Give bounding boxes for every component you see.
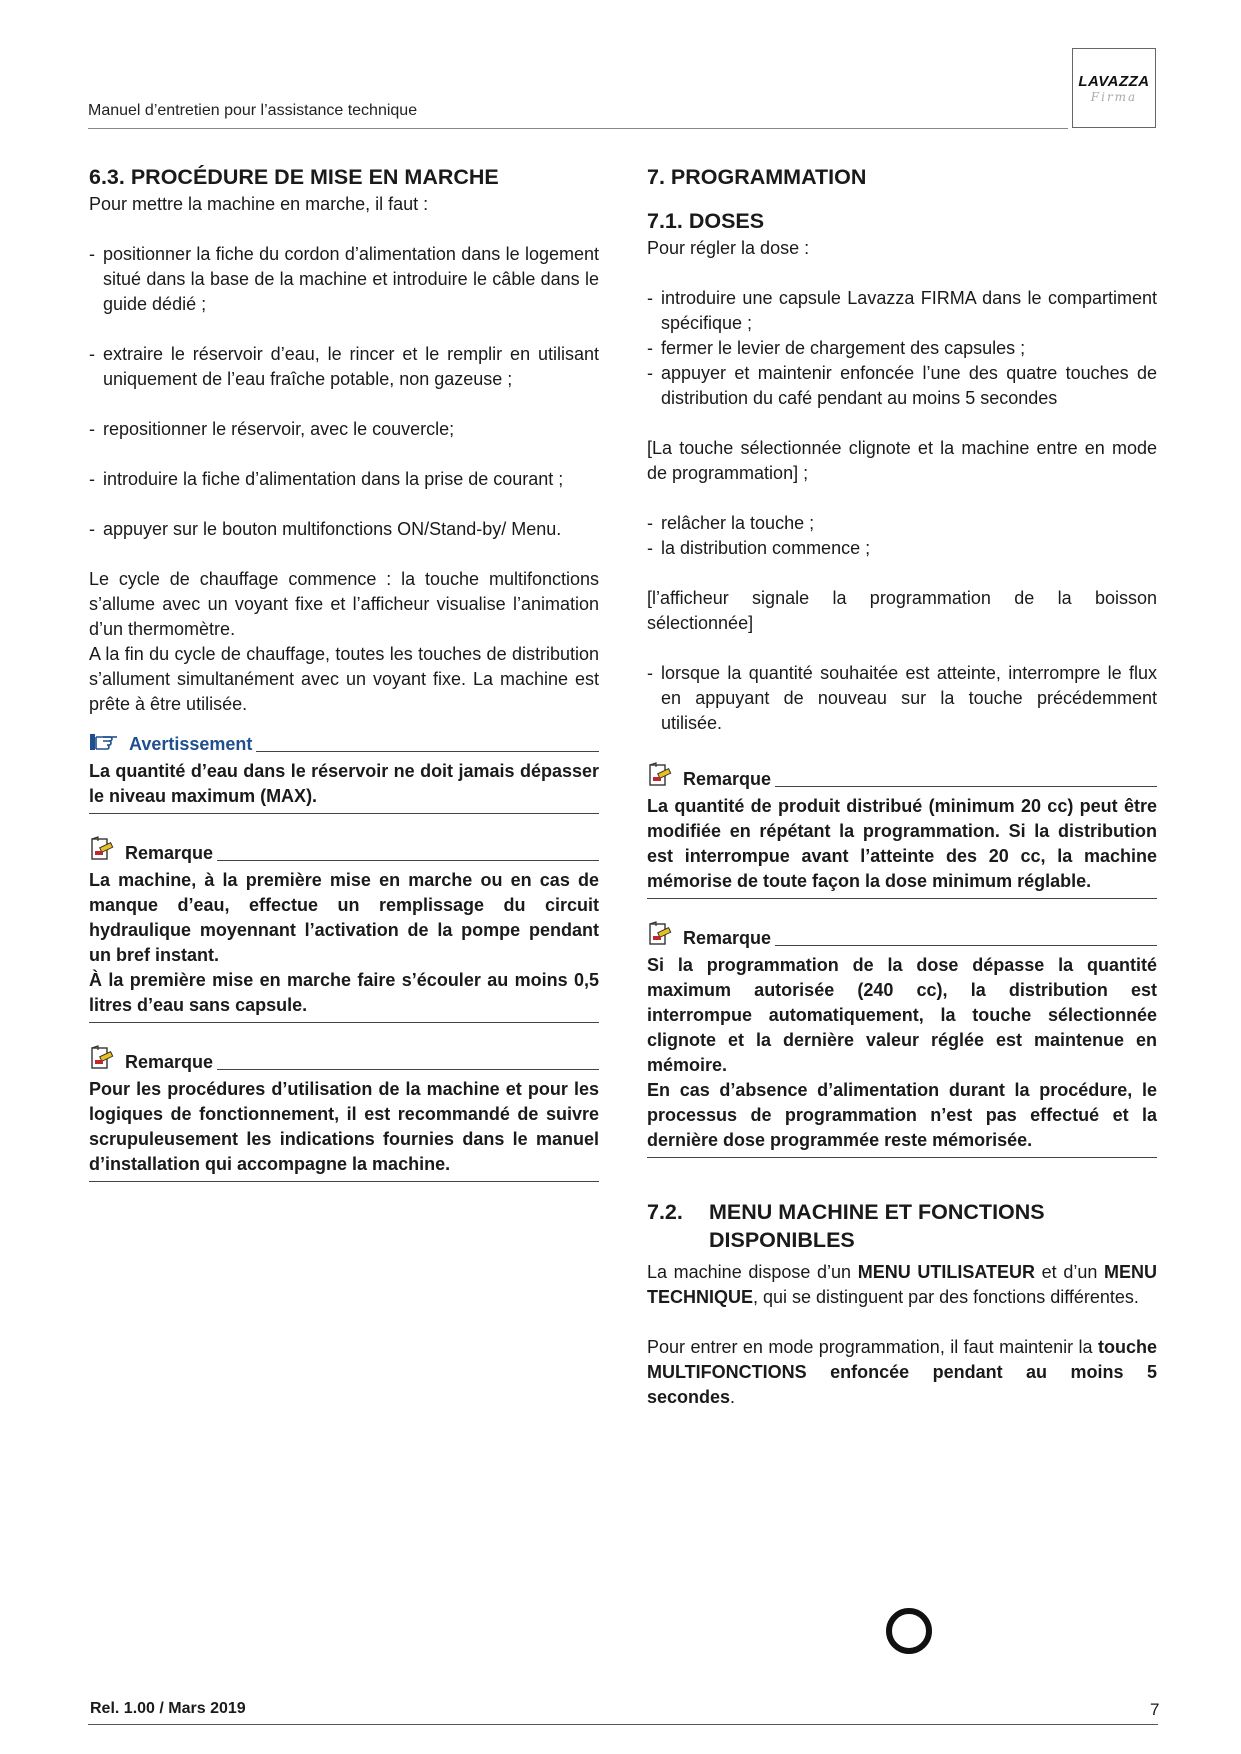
note-pencil-icon <box>89 1045 115 1071</box>
warning-rule <box>256 750 599 752</box>
document-header-title: Manuel d’entretien pour l’assistance technique <box>88 102 418 119</box>
note-pencil-icon <box>647 921 673 947</box>
note-text: La machine, à la première mise en marche ou en cas de manque d’eau, effectue un remplissage du circuit hydraulique moyennant l’activation de la pompe pendant un bref instant. <box>89 870 599 965</box>
note-rule <box>217 1068 599 1070</box>
ready-paragraph: A la fin du cycle de chauffage, toutes les touches de distribution s’allument simultanément avec un voyant fixe. La machine est prête à être utilisée. <box>89 644 599 714</box>
list-item: - appuyer et maintenir enfoncée l’une des quatre touches de distribution du café pendant au moins 5 secondes <box>647 363 1157 408</box>
note-label: Remarque <box>683 769 772 789</box>
subsection-title: MENU MACHINE ET FONCTIONS DISPONIBLES <box>709 1200 1045 1252</box>
section-heading-6-3: 6.3. PROCÉDURE DE MISE EN MARCHE <box>89 165 499 189</box>
footer-divider <box>88 1724 1158 1725</box>
warning-label: Avertissement <box>129 734 253 754</box>
note-text: En cas d’absence d’alimentation durant la procédure, le processus de programmation n’est pas effectué et la dernière dose programmée reste mémorisée. <box>647 1080 1157 1150</box>
header-divider <box>88 128 1068 129</box>
list-item: - fermer le levier de chargement des capsules ; <box>647 338 1026 358</box>
page-marker-circle <box>886 1608 932 1654</box>
subsection-heading-7-1: 7.1. DOSES <box>647 209 765 233</box>
heating-paragraph: Le cycle de chauffage commence : la touche multifonctions s’allume avec un voyant fixe et l’afficheur visualise l’animation d’un thermomètre. <box>89 569 599 639</box>
note-rule <box>217 859 599 861</box>
note-header <box>89 832 599 864</box>
note-body <box>89 868 599 1023</box>
note-header <box>89 1041 599 1073</box>
lavazza-logo <box>1072 48 1156 128</box>
note-pencil-icon <box>89 836 115 862</box>
list-item: - positionner la fiche du cordon d’alimentation dans le logement situé dans la base de la machine et introduire le câble dans le guide dédié ; <box>89 244 599 314</box>
subsection-number: 7.2. <box>647 1200 683 1224</box>
note-body <box>647 953 1157 1158</box>
note-rule <box>775 944 1157 946</box>
list-item: - extraire le réservoir d’eau, le rincer et le remplir en utilisant uniquement de l’eau fraîche potable, non gazeuse ; <box>89 344 599 389</box>
subsection-heading-7-2 <box>647 1198 1157 1254</box>
menu-paragraph: La machine dispose d’un MENU UTILISATEUR et d’un MENU TECHNIQUE, qui se distinguent par des fonctions différentes. <box>647 1262 1158 1307</box>
note-text: À la première mise en marche faire s’écouler au moins 0,5 litres d’eau sans capsule. <box>89 970 599 1015</box>
warning-body: La quantité d’eau dans le réservoir ne doit jamais dépasser le niveau maximum (MAX). <box>89 759 599 814</box>
left-column <box>89 158 599 1182</box>
programming-paragraph: Pour entrer en mode programmation, il faut maintenir la touche MULTIFONCTIONS enfoncée pendant au moins 5 secondes. <box>647 1337 1157 1407</box>
note-rule <box>775 785 1157 787</box>
list-item: - relâcher la touche ; <box>647 513 815 533</box>
note-body: Pour les procédures d’utilisation de la machine et pour les logiques de fonctionnement, il est recommandé de suivre scrupuleusement les indications fournies dans le manuel d’installation qui accompagne la machine. <box>89 1077 599 1182</box>
logo-wordmark: LAVAZZA <box>1078 73 1150 90</box>
bracket-note: [La touche sélectionnée clignote et la machine entre en mode de programmation] ; <box>647 438 1157 483</box>
list-item: - lorsque la quantité souhaitée est atteinte, interrompre le flux en appuyant de nouveau sur la touche précédemment utilisée. <box>647 663 1157 733</box>
note-pencil-icon <box>647 762 673 788</box>
list-item: - introduire une capsule Lavazza FIRMA dans le compartiment spécifique ; <box>647 288 1157 333</box>
note-header <box>647 758 1157 790</box>
section-heading-7: 7. PROGRAMMATION <box>647 165 867 189</box>
release-info: Rel. 1.00 / Mars 2019 <box>90 1700 246 1717</box>
warning-header <box>89 731 599 755</box>
page-number: 7 <box>1150 1700 1160 1719</box>
pointing-hand-icon <box>89 731 119 753</box>
list-item: - appuyer sur le bouton multifonctions ON/Stand-by/ Menu. <box>89 519 562 539</box>
startup-intro: Pour mettre la machine en marche, il faut : <box>89 194 429 214</box>
note-label: Remarque <box>683 928 772 948</box>
note-text: Si la programmation de la dose dépasse la quantité maximum autorisée (240 cc), la distribution est interrompue automatiquement, la touche sélectionnée clignote et la dernière valeur réglée est maintenue en mémoire. <box>647 955 1157 1075</box>
doses-intro: Pour régler la dose : <box>647 238 810 258</box>
note-body: La quantité de produit distribué (minimum 20 cc) peut être modifiée en répétant la programmation. Si la distribution est interrompue avant l’atteinte des 20 cc, la machine mémorise de toute façon la dose minimum réglable. <box>647 794 1157 899</box>
logo-subtitle: Firma <box>1090 90 1138 104</box>
list-item: - la distribution commence ; <box>647 538 871 558</box>
note-label: Remarque <box>125 843 214 863</box>
note-header <box>647 917 1157 949</box>
note-label: Remarque <box>125 1052 214 1072</box>
list-item: - introduire la fiche d’alimentation dans la prise de courant ; <box>89 469 564 489</box>
right-column <box>647 158 1157 1410</box>
bracket-note: [l’afficheur signale la programmation de la boisson sélectionnée] <box>647 588 1157 633</box>
list-item: - repositionner le réservoir, avec le couvercle; <box>89 419 455 439</box>
